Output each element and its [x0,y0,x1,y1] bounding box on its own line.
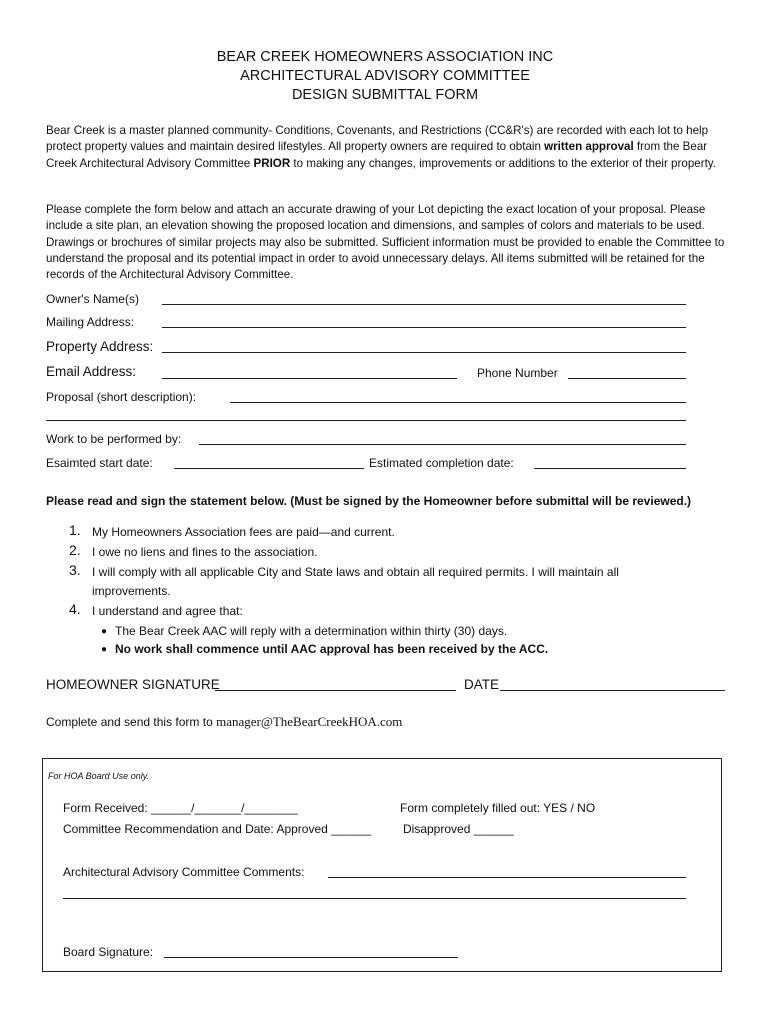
committee-recommendation-field[interactable]: Committee Recommendation and Date: Approved ______ [63,822,372,836]
hoa-board-use-box [42,758,722,972]
bullet-dot-icon: ● [101,626,108,637]
email-address-label: Email Address: [46,364,137,379]
statement-heading: Please read and sign the statement below. (Must be signed by the Homeowner before submittal will be reviewed.) [46,494,692,508]
property-address-label: Property Address: [46,339,154,354]
statement-item-4: I understand and agree that: [92,604,243,618]
committee-comments-label: Architectural Advisory Committee Comments: [63,865,305,879]
proposal-field-line-1[interactable] [230,402,686,403]
header-line-1: BEAR CREEK HOMEOWNERS ASSOCIATION INC [216,49,554,65]
header-line-2: ARCHITECTURAL ADVISORY COMMITTEE [240,68,530,84]
form-filled-out-field[interactable]: Form completely filled out: YES / NO [400,801,596,815]
statement-bullet-2: No work shall commence until AAC approval has been received by the ACC. [115,642,549,656]
send-text: Complete and send this form to [46,715,217,729]
statement-item-3-line-1: I will comply with all applicable City and State laws and obtain all required permits. I will maintain all [92,565,619,579]
proposal-label: Proposal (short description): [46,390,197,404]
item-number-3: 3. [69,562,81,578]
date-label: DATE [464,677,500,692]
proposal-field-line-2[interactable] [46,420,686,421]
intro-paragraph-2: Please complete the form below and attach an accurate drawing of your Lot depicting the exact location of your proposal. Please include a site plan, an elevation showing the proposed location and dimensions, and samples of colors and materials to be used. Drawings or brochures of similar projects may also be submitted. Sufficient information must be provided to enable the Committee to understand the proposal and its potential impact in order to avoid unnecessary delays. All items submitted will be retained for the records of the Architectural Advisory Committee. [46,203,725,282]
signature-date-field[interactable] [500,690,725,691]
start-date-field[interactable] [174,468,364,469]
board-signature-label: Board Signature: [63,945,154,959]
mailing-address-field[interactable] [162,327,686,328]
mailing-address-label: Mailing Address: [46,315,135,329]
form-received-field[interactable]: Form Received: ______/_______/________ [63,801,298,815]
form-header [0,48,770,105]
intro-paragraph-1 [46,123,730,172]
send-email-link[interactable]: manager@TheBearCreekHOA.com [216,714,403,729]
board-signature-field[interactable] [164,957,458,958]
work-performed-by-label: Work to be performed by: [46,432,182,446]
statement-item-2: I owe no liens and fines to the association. [92,545,318,559]
statement-bullet-1: The Bear Creek AAC will reply with a determination within thirty (30) days. [115,624,508,638]
email-address-field[interactable] [162,378,457,379]
intro-text-a: Bear Creek is a master planned community- Conditions, Covenants, and Restrictions (CC&R's) are recorded with each lot to help protect property values and maintain desired lifestyles. All property owners are required to obtain [46,124,709,154]
completion-date-field[interactable] [534,468,686,469]
statement-item-1: My Homeowners Association fees are paid—and current. [92,525,395,539]
board-use-caption: For HOA Board Use only. [48,771,150,781]
item-number-1: 1. [69,522,81,538]
homeowner-signature-label: HOMEOWNER SIGNATURE [46,677,220,692]
work-performed-by-field[interactable] [199,444,686,445]
start-date-label: Esaimted start date: [46,456,153,470]
item-number-2: 2. [69,542,81,558]
intro-text-e: to making any changes, improvements or additions to the exterior of their property. [290,156,716,170]
owners-name-label: Owner's Name(s) [46,292,139,306]
owners-name-field[interactable] [162,304,686,305]
completion-date-label: Estimated completion date: [369,456,514,470]
item-number-4: 4. [69,601,81,617]
intro-written-approval: written approval [544,140,634,154]
intro-prior: PRIOR [253,156,291,170]
committee-comments-field-line-2[interactable] [63,898,686,899]
send-instructions [46,714,402,730]
property-address-field[interactable] [162,352,686,353]
homeowner-signature-field[interactable] [215,690,456,691]
phone-number-label: Phone Number [477,366,558,380]
statement-item-3-line-2: improvements. [92,584,171,598]
phone-number-field[interactable] [568,378,686,379]
committee-comments-field-line-1[interactable] [328,877,686,878]
disapproved-field[interactable]: Disapproved ______ [403,822,514,836]
intro-text-c: from the Bear Creek Architectural Advisory Committee [46,140,708,170]
bullet-dot-icon: ● [101,644,108,655]
header-line-3: DESIGN SUBMITTAL FORM [291,87,479,103]
